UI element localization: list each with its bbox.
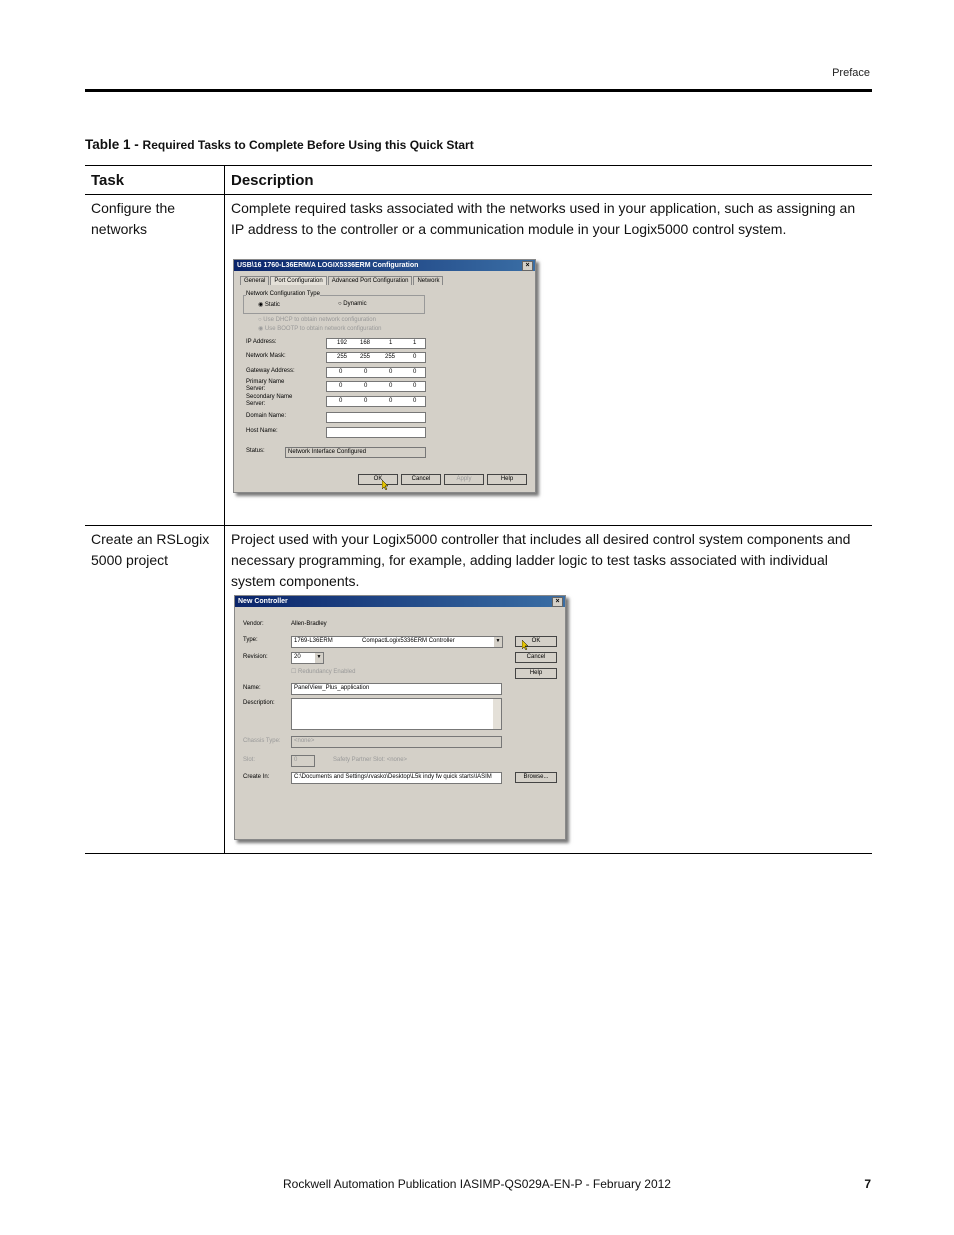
- help-button[interactable]: Help: [487, 474, 527, 485]
- octet: 168: [360, 340, 371, 346]
- description-cell: Project used with your Logix5000 controller that includes all desired control system components and necessary programming, for example, adding ladder logic to test tasks associated with individual system components.: [225, 526, 873, 854]
- group-title: Network Configuration Type: [246, 291, 320, 297]
- secondary-name-server-label: Secondary Name Server:: [246, 394, 293, 407]
- octet: 0: [413, 383, 417, 389]
- cursor-icon: [522, 640, 530, 650]
- octet: 192: [337, 340, 348, 346]
- octet: 255: [337, 354, 348, 360]
- octet: 1: [413, 340, 417, 346]
- octet: 1: [389, 340, 393, 346]
- description-cell: Complete required tasks associated with the networks used in your application, such as assigning an IP address to the controller or a communication module in your Logix5000 control system.: [225, 195, 873, 526]
- octet: 0: [389, 398, 393, 404]
- domain-name-label: Domain Name:: [246, 413, 287, 419]
- octet: 0: [389, 369, 393, 375]
- primary-name-server-field[interactable]: [326, 381, 426, 392]
- host-name-field[interactable]: [326, 427, 426, 438]
- name-field[interactable]: PanelView_Plus_application: [291, 683, 502, 695]
- octet: 0: [364, 383, 368, 389]
- vendor-value: Allen-Bradley: [291, 621, 327, 627]
- page-number: 7: [864, 1177, 871, 1191]
- octet: 0: [413, 369, 417, 375]
- header-rule: [85, 89, 872, 92]
- ip-address-field[interactable]: [326, 338, 426, 349]
- name-label: Name:: [243, 685, 261, 691]
- type-label: Type:: [243, 637, 258, 643]
- type-select[interactable]: [291, 636, 503, 648]
- vendor-label: Vendor:: [243, 621, 264, 627]
- chassis-type-select: [291, 736, 502, 748]
- caption-label: Table 1 -: [85, 137, 139, 152]
- octet: 0: [389, 383, 393, 389]
- host-name-label: Host Name:: [246, 428, 278, 434]
- dynamic-radio[interactable]: ○ Dynamic: [338, 301, 367, 307]
- new-controller-dialog: [234, 595, 566, 840]
- dhcp-label: Use DHCP to obtain network configuration: [263, 317, 376, 323]
- octet: 0: [364, 369, 368, 375]
- description-field[interactable]: [291, 698, 502, 730]
- help-button[interactable]: Help: [515, 668, 557, 679]
- slot-label: Slot:: [243, 757, 256, 763]
- dhcp-radio: ○ Use DHCP to obtain network configuration: [258, 317, 376, 323]
- cancel-button[interactable]: Cancel: [515, 652, 557, 663]
- octet: 0: [339, 383, 343, 389]
- create-in-field[interactable]: C:\Documents and Settings\rvasko\Desktop\L5k indy fw quick starts\IASIM: [291, 772, 502, 784]
- network-mask-label: Network Mask:: [246, 353, 286, 359]
- primary-name-server-label: Primary Name Server:: [246, 379, 285, 392]
- cancel-button[interactable]: Cancel: [401, 474, 441, 485]
- revision-value: 20: [294, 654, 301, 660]
- octet: 0: [339, 398, 343, 404]
- running-header: Preface: [832, 67, 870, 79]
- octet: 0: [413, 354, 417, 360]
- table-header-row: [85, 166, 872, 195]
- type-description: CompactLogix5336ERM Controller: [362, 638, 455, 644]
- dynamic-label: Dynamic: [343, 301, 367, 307]
- revision-label: Revision:: [243, 654, 268, 660]
- browse-button[interactable]: Browse...: [515, 772, 557, 783]
- gateway-address-label: Gateway Address:: [246, 368, 295, 374]
- caption-text: Required Tasks to Complete Before Using this Quick Start: [142, 138, 474, 152]
- tab-network[interactable]: Network: [413, 276, 443, 285]
- network-mask-field[interactable]: [326, 352, 426, 363]
- create-in-label: Create In:: [243, 774, 270, 780]
- task-cell: Configure the networks: [85, 195, 225, 526]
- ip-address-label: IP Address:: [246, 339, 277, 345]
- ok-button[interactable]: OK: [515, 636, 557, 647]
- description-label: Description:: [243, 700, 275, 706]
- dialog-title-bar: [235, 596, 565, 607]
- chevron-down-icon[interactable]: ▼: [315, 653, 323, 663]
- port-configuration-dialog: [233, 259, 536, 493]
- static-radio[interactable]: ◉ Static: [258, 302, 280, 308]
- table-caption: [85, 137, 474, 152]
- scrollbar[interactable]: [493, 699, 501, 729]
- tab-advanced-port-configuration[interactable]: Advanced Port Configuration: [328, 276, 413, 285]
- octet: 0: [339, 369, 343, 375]
- chassis-type-value: <none>: [294, 738, 315, 744]
- status-label: Status:: [246, 448, 265, 454]
- octet: 0: [364, 398, 368, 404]
- gateway-address-field[interactable]: [326, 367, 426, 378]
- close-icon[interactable]: ×: [552, 597, 563, 607]
- apply-button: Apply: [444, 474, 484, 485]
- task-cell: Create an RSLogix 5000 project: [85, 526, 225, 854]
- slot-value: 0: [294, 757, 298, 763]
- tab-port-configuration[interactable]: Port Configuration: [270, 276, 326, 285]
- domain-name-field[interactable]: [326, 412, 426, 423]
- octet: 0: [413, 398, 417, 404]
- octet: 255: [360, 354, 371, 360]
- secondary-name-server-field[interactable]: [326, 396, 426, 407]
- dialog-title-bar: [234, 260, 535, 271]
- static-label: Static: [264, 302, 280, 308]
- close-icon[interactable]: ×: [522, 261, 533, 271]
- chassis-type-label: Chassis Type:: [243, 738, 281, 744]
- type-value: 1769-L36ERM: [294, 638, 333, 644]
- revision-select[interactable]: [291, 652, 324, 664]
- cursor-icon: [382, 480, 390, 490]
- header-task: Task: [85, 166, 225, 195]
- tab-strip: [240, 276, 444, 285]
- bootp-radio: ◉ Use BOOTP to obtain network configuration: [258, 326, 382, 332]
- redundancy-label: Redundancy Enabled: [298, 669, 356, 675]
- header-description: Description: [225, 166, 873, 195]
- publication-footer: Rockwell Automation Publication IASIMP-QS029A-EN-P - February 2012: [283, 1177, 671, 1191]
- dialog-title: USB\16 1760-L36ERM/A LOGIX5336ERM Configuration: [237, 262, 419, 269]
- tab-general[interactable]: General: [240, 276, 269, 285]
- chevron-down-icon[interactable]: ▼: [494, 637, 502, 647]
- octet: 255: [385, 354, 396, 360]
- safety-partner-slot: Safety Partner Slot: <none>: [333, 757, 408, 763]
- ok-button[interactable]: OK: [358, 474, 398, 485]
- slot-stepper: [291, 755, 315, 767]
- bootp-label: Use BOOTP to obtain network configuration: [264, 326, 382, 332]
- status-field: Network Interface Configured: [285, 447, 426, 458]
- dialog-title: New Controller: [238, 598, 288, 605]
- redundancy-checkbox: ☐ Redundancy Enabled: [291, 669, 356, 675]
